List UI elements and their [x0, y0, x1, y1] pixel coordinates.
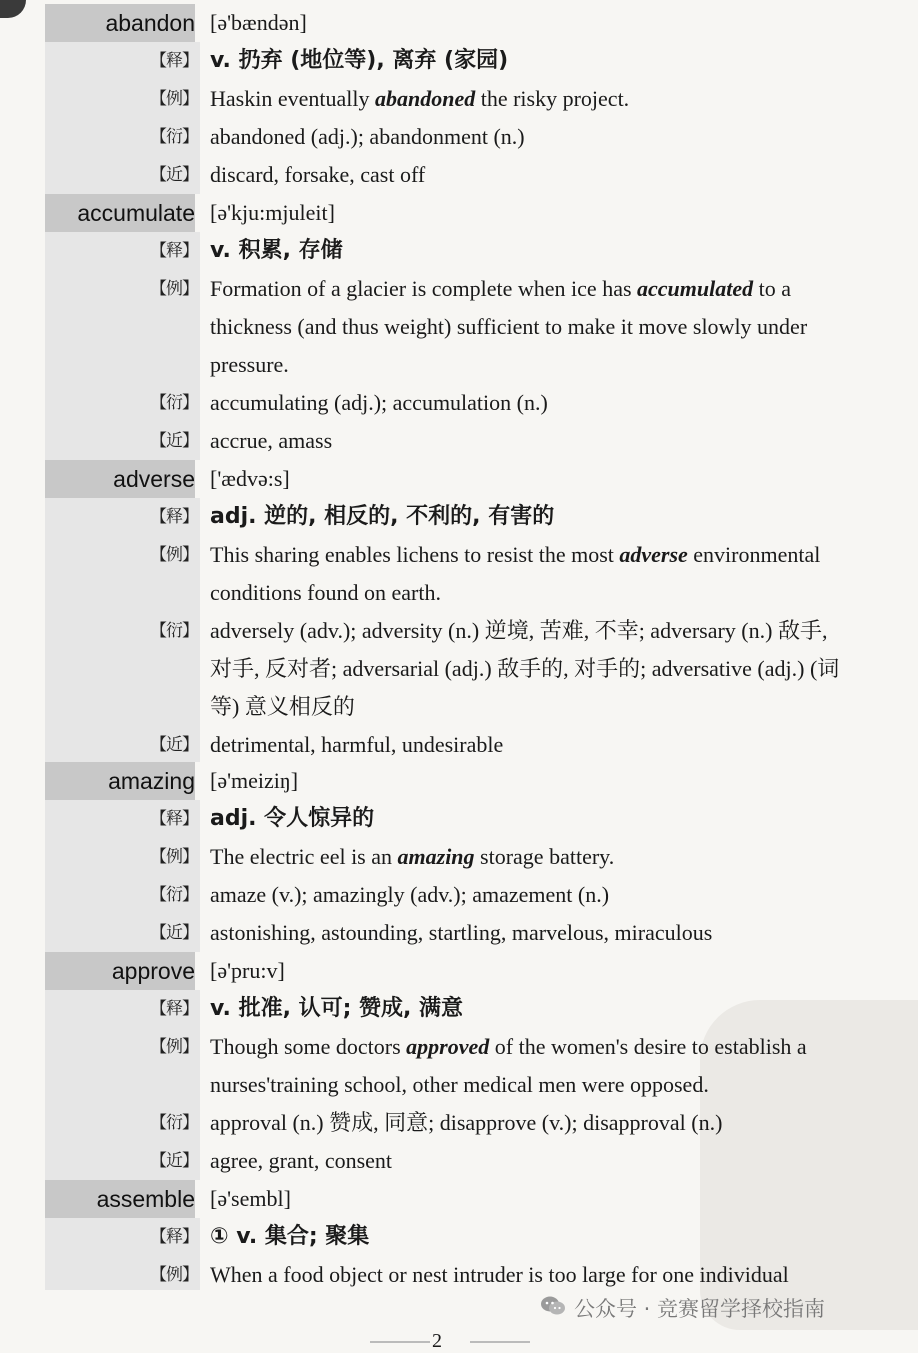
definition: ① v. 集合; 聚集: [210, 1224, 370, 1249]
derived-row: [0, 876, 918, 914]
synonym-tag: 【近】: [150, 431, 198, 451]
derived-tag: 【衍】: [150, 127, 198, 147]
definition-row: [0, 498, 918, 536]
example-sentence: Though some doctors approved of the women's desire to establish a nurses'training school, other medical men were opposed.: [210, 1034, 807, 1097]
entry-header: [0, 194, 918, 232]
definition: v. 扔弃 (地位等), 离弃 (家园): [210, 48, 509, 73]
derived-tag: 【衍】: [150, 621, 198, 641]
phonetic: [ə'kju:mjuleit]: [210, 200, 335, 225]
example-sentence: Haskin eventually abandoned the risky project.: [210, 86, 630, 111]
synonyms: astonishing, astounding, startling, marvelous, miraculous: [210, 920, 713, 945]
example-tag: 【例】: [150, 545, 198, 565]
derived-row: [0, 384, 918, 422]
meaning-tag: 【释】: [150, 999, 198, 1019]
entry-header: [0, 1180, 918, 1218]
meaning-tag: 【释】: [150, 241, 198, 261]
entry-header: [0, 762, 918, 800]
synonyms: detrimental, harmful, undesirable: [210, 732, 504, 757]
example-row: [0, 536, 918, 612]
entry-header: [0, 4, 918, 42]
page-number: 2: [432, 1330, 442, 1352]
definition: v. 积累, 存储: [210, 238, 343, 263]
derived-row: [0, 612, 918, 726]
derived-forms: abandoned (adj.); abandonment (n.): [210, 124, 525, 149]
definition: v. 批准, 认可; 赞成, 满意: [210, 996, 464, 1021]
wechat-icon: [540, 1293, 566, 1327]
synonym-tag: 【近】: [150, 735, 198, 755]
example-row: [0, 838, 918, 876]
example-sentence: This sharing enables lichens to resist the most adverse environmental conditions found on earth.: [210, 542, 821, 605]
footer-rule: [370, 1341, 430, 1343]
watermark-text: 公众号 · 竞赛留学择校指南: [574, 1297, 826, 1321]
example-sentence: The electric eel is an amazing storage battery.: [210, 844, 615, 869]
synonym-tag: 【近】: [150, 1151, 198, 1171]
example-tag: 【例】: [150, 89, 198, 109]
derived-forms: amaze (v.); amazingly (adv.); amazement (n.): [210, 882, 610, 907]
synonym-row: [0, 1142, 918, 1180]
definition-row: [0, 990, 918, 1028]
synonym-row: [0, 726, 918, 764]
example-row: [0, 270, 918, 384]
wechat-watermark: [540, 1292, 825, 1326]
phonetic: [ə'pru:v]: [210, 958, 285, 983]
derived-forms: accumulating (adj.); accumulation (n.): [210, 390, 548, 415]
meaning-tag: 【释】: [150, 1227, 198, 1247]
derived-tag: 【衍】: [150, 885, 198, 905]
meaning-tag: 【释】: [150, 507, 198, 527]
keyword: approved: [406, 1034, 490, 1059]
phonetic: [ə'meiziŋ]: [210, 768, 299, 793]
headword: accumulate: [77, 200, 195, 226]
headword: assemble: [96, 1186, 195, 1212]
derived-tag: 【衍】: [150, 1113, 198, 1133]
keyword: adverse: [619, 542, 688, 567]
definition-row: [0, 1218, 918, 1256]
example-tag: 【例】: [150, 1037, 198, 1057]
phonetic: ['ædvə:s]: [210, 466, 290, 491]
headword: approve: [111, 958, 195, 984]
example-row: [0, 80, 918, 118]
example-tag: 【例】: [150, 847, 198, 867]
synonyms: discard, forsake, cast off: [210, 162, 426, 187]
synonyms: agree, grant, consent: [210, 1148, 393, 1173]
keyword: amazing: [397, 844, 475, 869]
definition: adj. 令人惊异的: [210, 806, 375, 831]
keyword: accumulated: [637, 276, 754, 301]
meaning-tag: 【释】: [150, 809, 198, 829]
derived-tag: 【衍】: [150, 393, 198, 413]
example-row: [0, 1028, 918, 1104]
headword: abandon: [105, 10, 195, 36]
synonym-row: [0, 422, 918, 460]
example-row: [0, 1256, 918, 1294]
phonetic: [ə'sembl]: [210, 1186, 291, 1211]
keyword: abandoned: [374, 86, 476, 111]
entry-header: [0, 952, 918, 990]
headword: amazing: [108, 768, 195, 794]
footer-rule: [470, 1341, 530, 1343]
derived-forms: approval (n.) 赞成, 同意; disapprove (v.); disapproval (n.): [210, 1110, 723, 1135]
synonyms: accrue, amass: [210, 428, 333, 453]
example-tag: 【例】: [150, 279, 198, 299]
definition-row: [0, 232, 918, 270]
definition-row: [0, 800, 918, 838]
example-tag: 【例】: [150, 1265, 198, 1285]
derived-forms: adversely (adv.); adversity (n.) 逆境, 苦难, 不幸; adversary (n.) 敌手, 对手, 反对者; adversarial (adj.) 敌手的, 对手的; adversative (adj.) (词等) 意义相反的: [210, 618, 840, 719]
example-sentence: Formation of a glacier is complete when ice has accumulated to a thickness (and thus weight) sufficient to make it move slowly under pressure.: [210, 276, 808, 377]
definition-row: [0, 42, 918, 80]
definition: adj. 逆的, 相反的, 不利的, 有害的: [210, 504, 555, 529]
derived-row: [0, 118, 918, 156]
example-sentence: When a food object or nest intruder is too large for one individual: [210, 1262, 789, 1287]
synonym-row: [0, 156, 918, 194]
synonym-row: [0, 914, 918, 952]
synonym-tag: 【近】: [150, 165, 198, 185]
derived-row: [0, 1104, 918, 1142]
entry-header: [0, 460, 918, 498]
phonetic: [ə'bændən]: [210, 10, 307, 35]
synonym-tag: 【近】: [150, 923, 198, 943]
meaning-tag: 【释】: [150, 51, 198, 71]
headword: adverse: [113, 466, 195, 492]
